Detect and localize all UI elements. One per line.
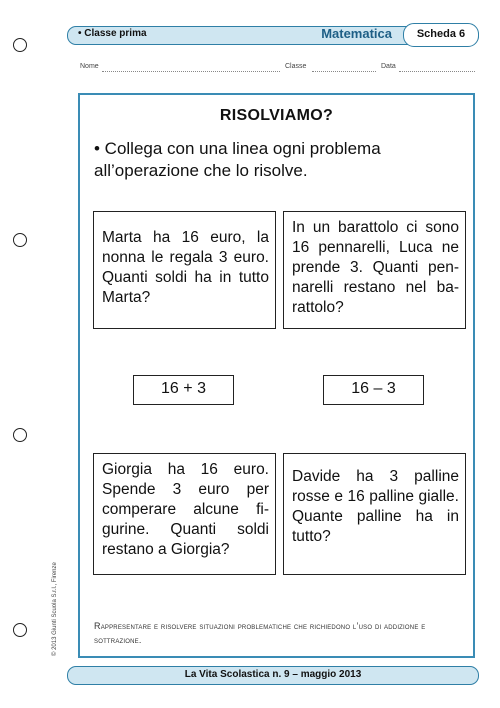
binder-hole-4 [13,623,27,637]
date-label: Data [381,63,396,70]
operation-addition[interactable]: 16 + 3 [133,375,234,405]
class-line[interactable] [312,71,376,72]
header-bar [67,26,479,45]
problem-box-3[interactable] [93,453,276,575]
class-field-label: Classe [285,63,307,70]
subject-title: Matematica [321,26,392,41]
exercise-title: RISOLVIAMO? [219,107,334,124]
sheet-number: Scheda 6 [403,23,479,47]
operation-subtraction[interactable]: 16 – 3 [323,375,424,405]
name-label: Nome [80,63,99,70]
problem-text: Marta ha 16 euro, la nonna le regala 3 euro. Quanti soldi ha in tutto Marta? [102,229,269,306]
exercise-frame [78,93,475,658]
footer-bar: La Vita Scolastica n. 9 – maggio 2013 [67,666,479,685]
problem-box-2[interactable] [283,211,466,329]
binder-hole-3 [13,428,27,442]
problem-text: In un barattolo ci sono 16 pennarelli, Luca ne prende 3. Quanti pennarelli restano nel barattolo? [292,219,459,316]
binder-hole-2 [13,233,27,247]
problem-text: Giorgia ha 16 euro. Spende 3 euro per comperare alcune figurine. Quanti soldi restano a Giorgia? [102,461,269,558]
instruction-text: • Collega con una linea ogni problema all’operazione che lo risolve. [94,139,381,180]
problem-box-4[interactable] [283,453,466,575]
problem-box-1[interactable] [93,211,276,329]
name-line[interactable] [102,71,280,72]
class-label: • Classe prima [78,28,147,39]
copyright-notice: © 2013 Giunti Scuola S.r.l., Firenze [52,562,58,656]
problem-text: Davide ha 3 palline rosse e 16 palline gialle. Quante palline ha in tutto? [292,468,459,545]
learning-objective: Rappresentare e risolvere situazioni problematiche che richiedono l’uso di addizione e sottrazione. [94,621,426,645]
date-line[interactable] [399,71,475,72]
student-fields [80,63,475,75]
binder-hole-1 [13,38,27,52]
